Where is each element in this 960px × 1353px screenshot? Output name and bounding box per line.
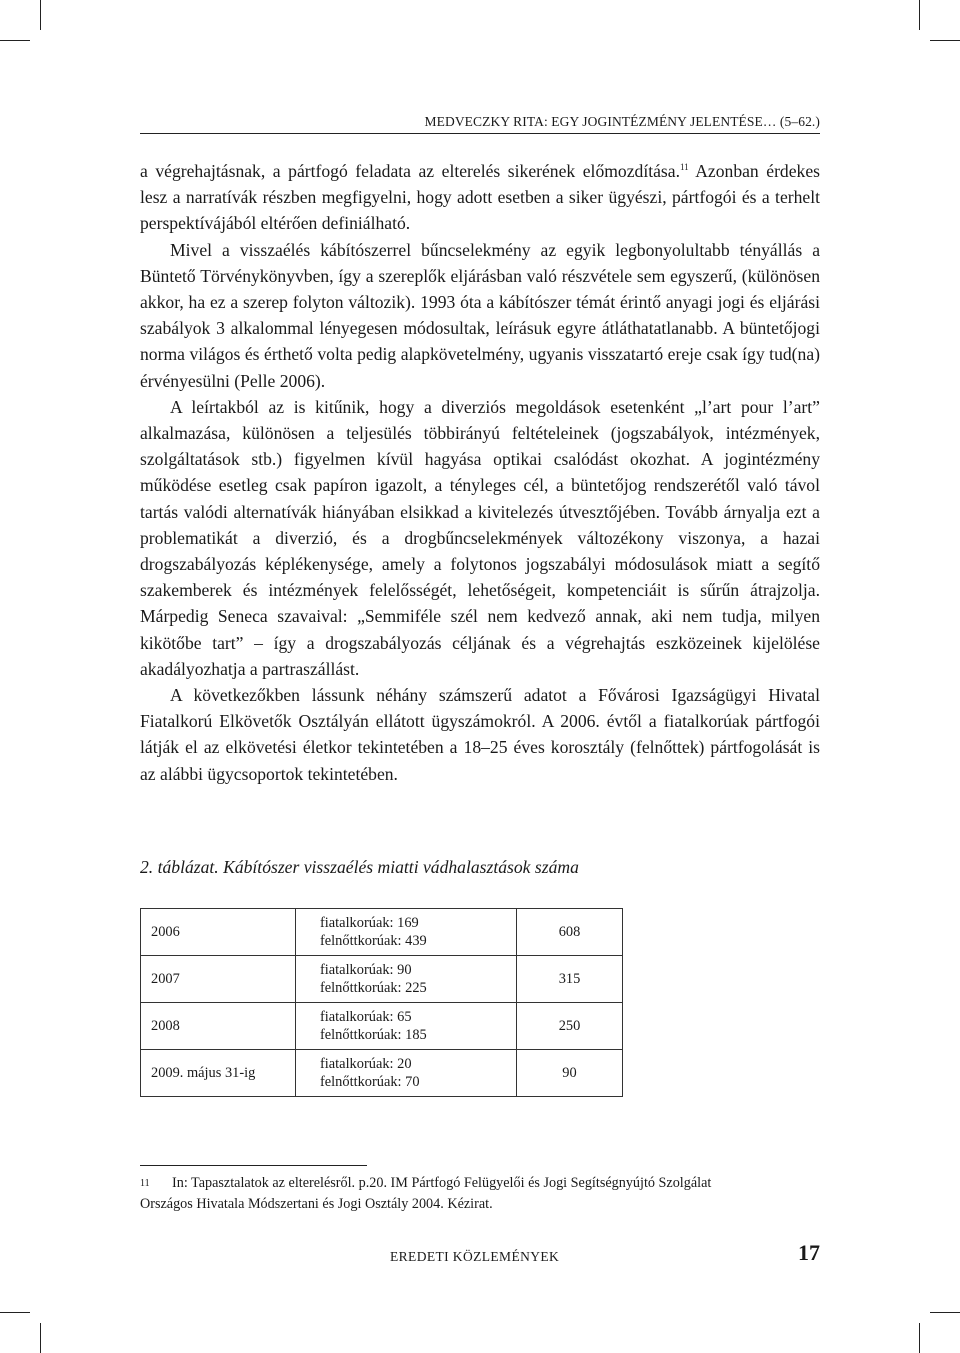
juvenile-count: fiatalkorúak: 20: [320, 1055, 412, 1072]
breakdown-cell: [296, 909, 517, 956]
year-cell: 2009. május 31-ig: [141, 1050, 296, 1097]
total-cell: 608: [517, 909, 623, 956]
paragraph-1: [140, 158, 820, 237]
total-cell: 250: [517, 1003, 623, 1050]
juvenile-count: fiatalkorúak: 90: [320, 961, 412, 978]
table-caption: 2. táblázat. Kábítószer visszaélés miatti vádhalasztások száma: [140, 857, 579, 877]
crop-mark: [919, 1323, 920, 1353]
crop-mark: [930, 1312, 960, 1313]
crop-mark: [40, 0, 41, 30]
adult-count: felnőttkorúak: 439: [320, 933, 427, 949]
year-cell: 2008: [141, 1003, 296, 1050]
paragraph-1-text-cont: Azonban érdekes lesz a narratívák részben megfigyelni, hogy adott esetben a siker ügyészi, pártfogói és a terhelt perspektívájából eltérően definiálható.: [140, 161, 820, 234]
crop-mark: [0, 1312, 30, 1313]
footnote-number: 11: [140, 1178, 150, 1189]
year-cell: 2006: [141, 909, 296, 956]
breakdown-cell: [296, 956, 517, 1003]
footnote-rule: [140, 1165, 367, 1166]
adult-count: felnőttkorúak: 185: [320, 1027, 427, 1043]
deferral-table: [140, 908, 623, 1097]
total-cell: 315: [517, 956, 623, 1003]
table-row: [141, 1050, 623, 1097]
paragraph-1-text: a végrehajtásnak, a pártfogó feladata az elterelés sikerének előmozdítása.: [140, 161, 680, 181]
crop-mark: [0, 40, 30, 41]
footnote-line-2: Országos Hivatala Módszertani és Jogi Osztály 2004. Kézirat.: [140, 1196, 493, 1212]
year-cell: 2007: [141, 956, 296, 1003]
header-rule: [140, 133, 820, 134]
breakdown-cell: [296, 1003, 517, 1050]
adult-count: felnőttkorúak: 225: [320, 980, 427, 996]
crop-mark: [930, 40, 960, 41]
paragraph-3: A leírtakból az is kitűnik, hogy a diverziós megoldások esetenként „l’art pour l’art” alkalmazása, különösen a teljesülés többirányú feltételeinek (jogszabályok, intézmények, szolgáltatások stb.) figyelmen kívül hagyása optikai csalódást okozhat. A jogintézmény működése esetleg csak papíron igazolt, a tényleges cél, a büntetőjog rendszerétől való távol tartás valódi alternatívák hiányában elsikkad a kivitelezés útvesztőjében. Tovább árnyalja ezt a problematikát a diverzió, és a drogbűncselekmények változékony viszonya, a hazai drogszabályozás képlékenysége, amely a folytonos jogszabályi módosulások miatt a segítő szakemberek és intézmények felelősségét, lehetőségeit, kompetenciáit is sűrűn átrajzolja. Márpedig Seneca szavaival: „Semmiféle szél nem kedvező annak, aki nem tudja, milyen kikötőbe tart” – így a drogszabályozás céljának és a végrehajtás eszközeinek kijelölése akadályozhatja a partraszállást.: [140, 396, 820, 679]
crop-mark: [40, 1323, 41, 1353]
table-row: [141, 956, 623, 1003]
footnote: [140, 1173, 820, 1215]
section-label: EREDETI KÖZLEMÉNYEK: [390, 1249, 560, 1264]
footnote-line-1: In: Tapasztalatok az elterelésről. p.20. IM Pártfogó Felügyelői és Jogi Segítségnyújtó Szolgálat: [172, 1175, 712, 1191]
juvenile-count: fiatalkorúak: 65: [320, 1008, 412, 1025]
page-number: 17: [798, 1240, 820, 1265]
article-body: [140, 158, 820, 787]
footnote-ref[interactable]: 11: [679, 162, 689, 173]
breakdown-cell: [296, 1050, 517, 1097]
paragraph-2: Mivel a visszaélés kábítószerrel bűncselekmény az egyik legbonyolultabb tényállás a Büntető Törvénykönyvben, így a szereplők eljárásban való részvétele sem egyszerű, (különösen akkor, ha ez a szerep folyton változik). 1993 óta a kábítószer témát érintő anyagi jogi és eljárási szabályok 3 alkalommal lényegesen módosultak, leírásuk egyre átláthatatlanabb. A büntetőjogi norma világos és érthető volta pedig alapkövetelmény, ugyanis visszatartó ereje csak így tud(na) érvényesülni (Pelle 2006).: [140, 239, 820, 391]
juvenile-count: fiatalkorúak: 169: [320, 914, 419, 931]
running-header: MEDVECZKY RITA: EGY JOGINTÉZMÉNY JELENTÉSE… (5–62.): [424, 114, 820, 129]
adult-count: felnőttkorúak: 70: [320, 1074, 420, 1090]
crop-mark: [919, 0, 920, 30]
table-row: [141, 909, 623, 956]
total-cell: 90: [517, 1050, 623, 1097]
paragraph-4: A következőkben lássunk néhány számszerű adatot a Fővárosi Igazságügyi Hivatal Fiatalkorú Elkövetők Osztályán ellátott ügyszámokról. A 2006. évtől a fiatalkorúak pártfogói látják el az elkövetési életkor tekintetében a 18–25 éves korosztály (felnőttek) pártfogolását is az alábbi ügycsoportok tekintetében.: [140, 685, 820, 784]
table-row: [141, 1003, 623, 1050]
